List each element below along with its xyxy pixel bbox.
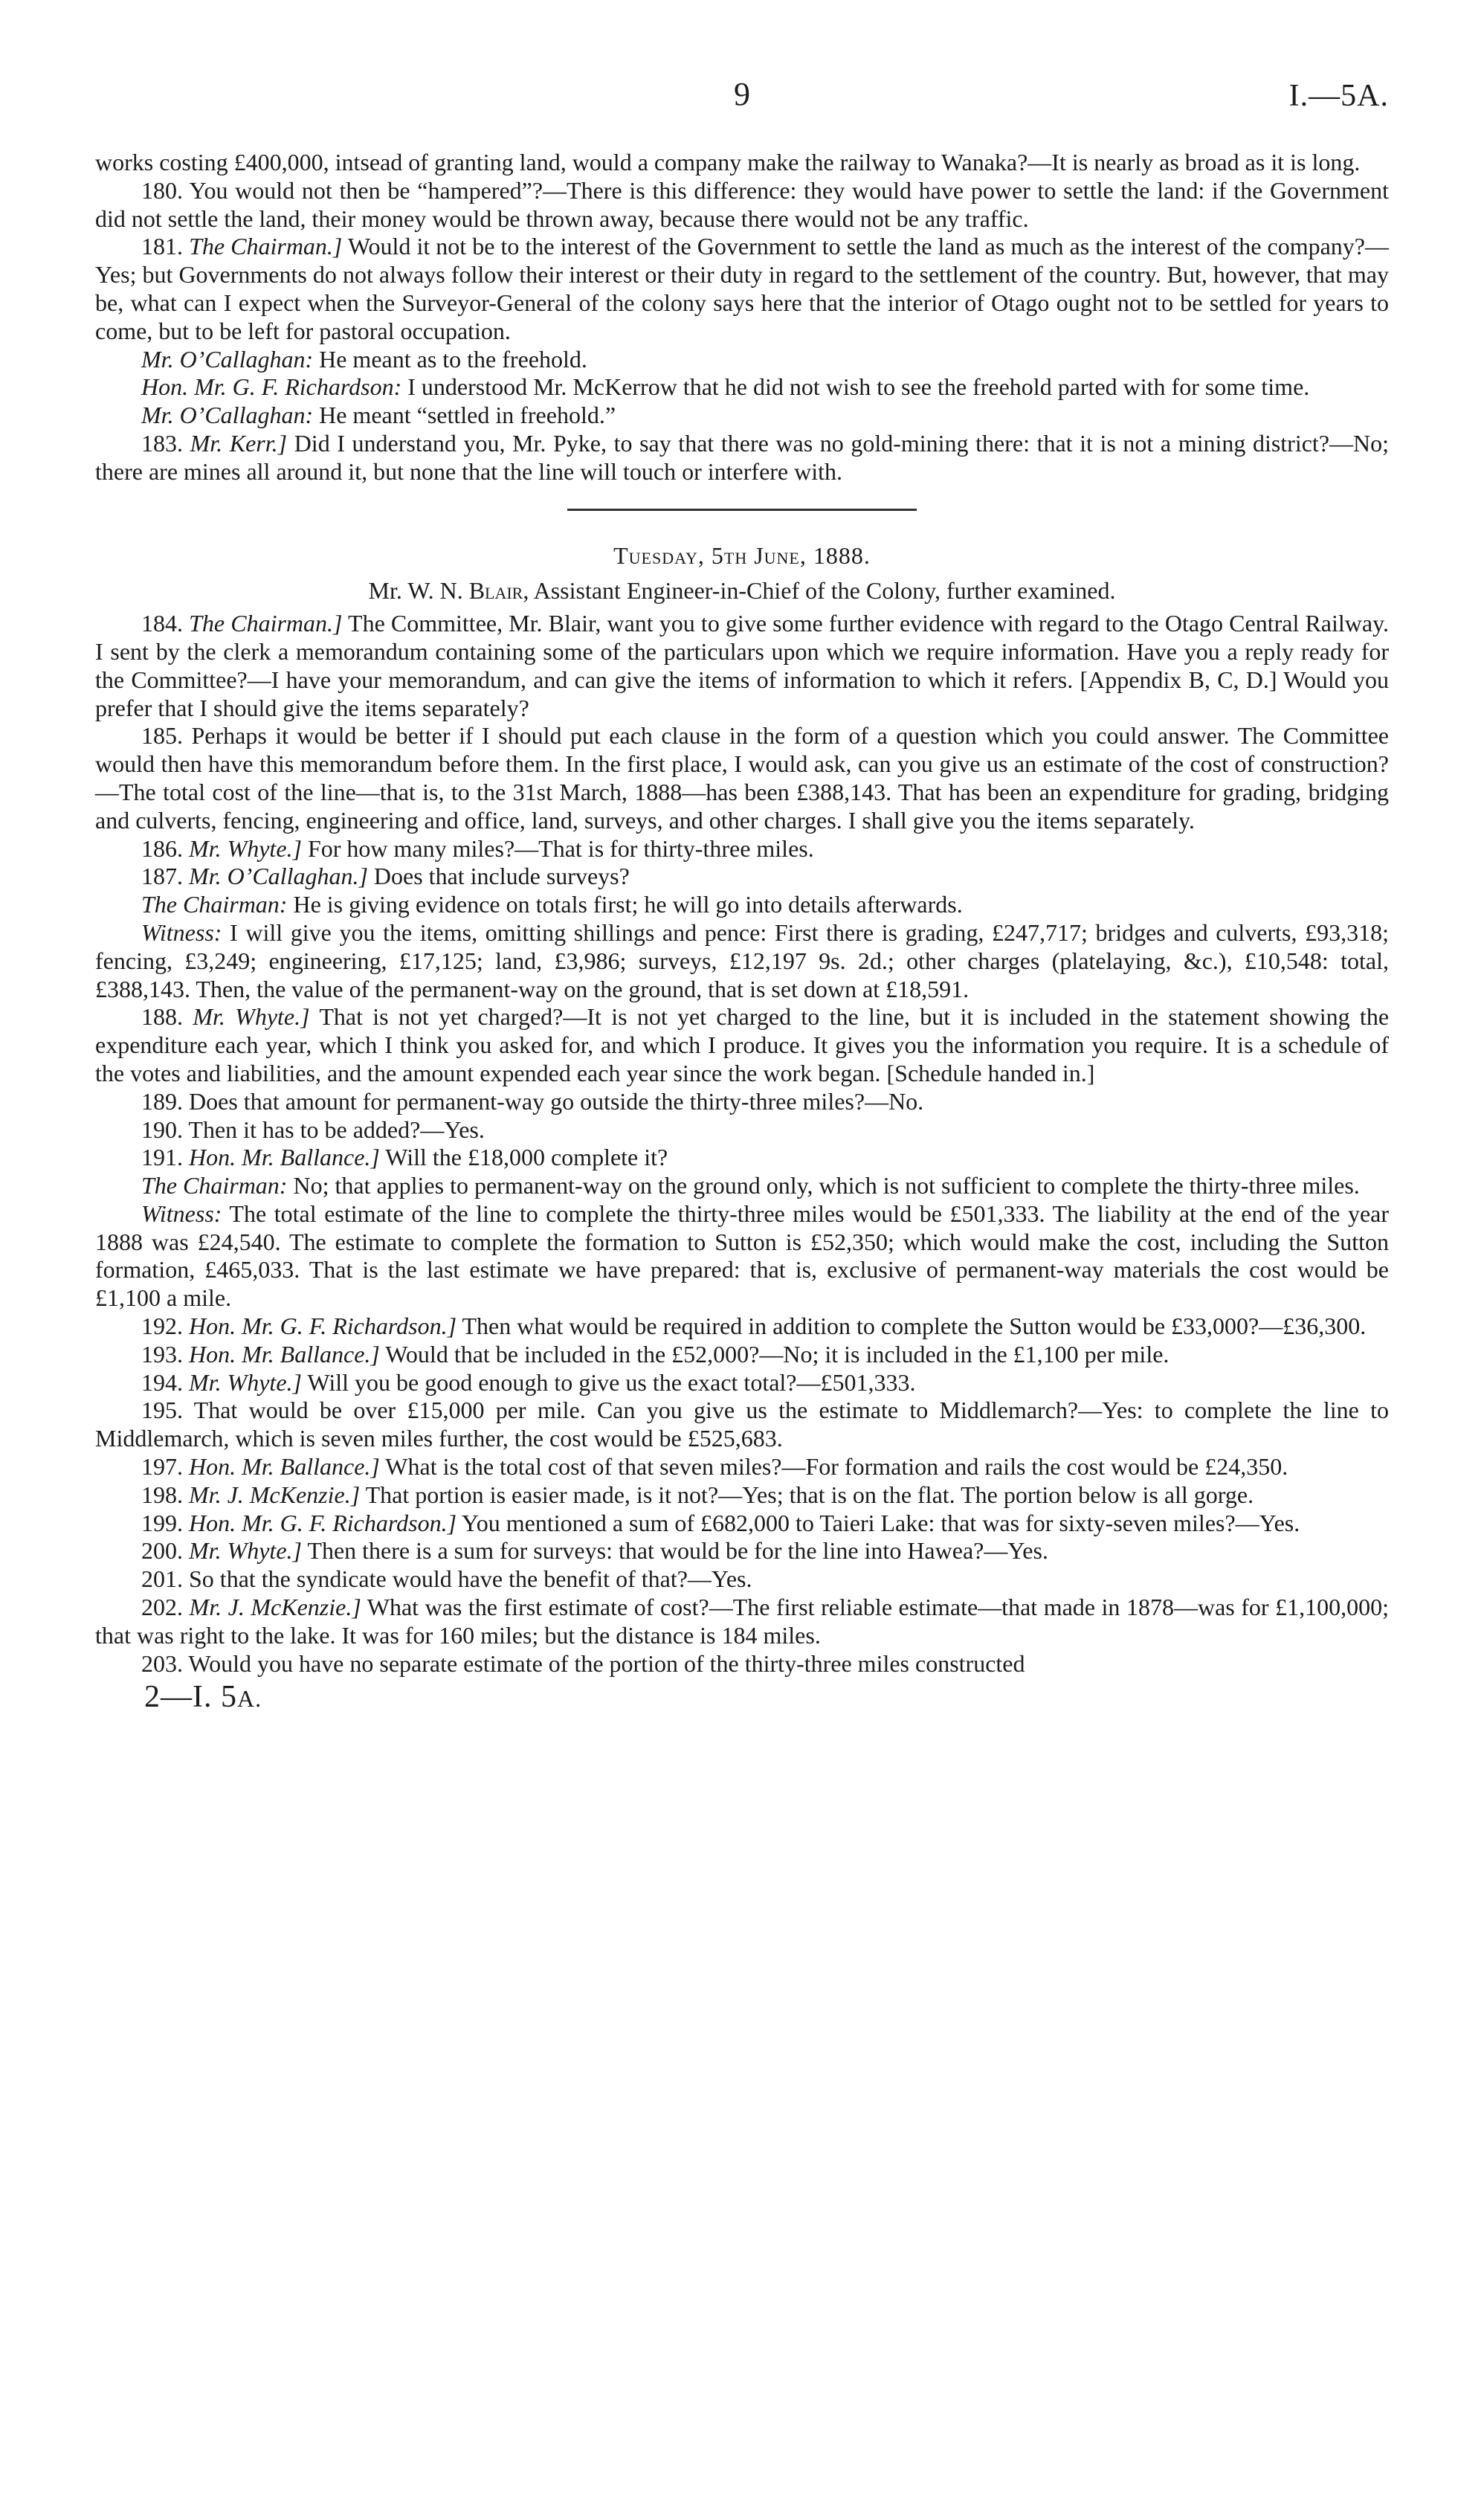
paragraph-text: I will give you the items, omitting shillings and pence: First there is grading, £247,717; bridges and culverts, £93,318; fencing, £3,249; engineering, £17,125; land, £3,986; surveys, £12,197 9s. 2d.; other charges (platelaying, &c.), £10,548: total, £388,143. Then, the value of the permanent-way on the ground, that is set down at £18,591. — [95, 918, 1389, 1002]
question-number: 200. — [141, 1537, 189, 1565]
paragraph-text: works costing £400,000, intsead of granting land, would a company make the railway to Wanaka?—It is nearly as broad as it is long. — [95, 149, 1361, 175]
signature-suffix: A. — [237, 1685, 262, 1713]
paragraph — [95, 149, 1389, 177]
paragraph-text: That is not yet charged?—It is not yet charged to the line, but it is included in the statement showing the expenditure each year, which I think you asked for, and which I produce. It gives you the information you require. It is a schedule of the votes and liabilities, and the amount expended each year since the work began. [Schedule handed in.] — [95, 1003, 1390, 1086]
paragraph-text: No; that applies to permanent-way on the ground only, which is not sufficient to complete the thirty-three miles. — [287, 1172, 1360, 1199]
question-number: 187. — [141, 863, 189, 890]
speaker: The Chairman: — [141, 891, 288, 918]
witness-name: Blair — [468, 577, 523, 605]
question-number: 181. — [141, 233, 190, 260]
signature-text: 2—I. 5 — [144, 1680, 237, 1715]
paragraph — [95, 233, 1389, 345]
paragraph-text: 203. Would you have no separate estimate of the portion of the thirty-three miles constructed — [141, 1649, 1025, 1677]
speaker: Mr. J. McKenzie.] — [189, 1594, 361, 1621]
paragraph-text: For how many miles?—That is for thirty-three miles. — [301, 834, 814, 862]
speaker: Hon. Mr. Ballance.] — [189, 1340, 380, 1368]
speaker: Mr. J. McKenzie.] — [189, 1481, 361, 1508]
paragraph — [95, 402, 1389, 430]
paragraph — [95, 346, 1389, 374]
question-number: 192. — [141, 1313, 189, 1340]
speaker: Mr. Whyte.] — [189, 1368, 302, 1396]
paragraph — [95, 1088, 1389, 1116]
question-number: 197. — [141, 1453, 189, 1481]
page-reference: I.—5A. — [1288, 79, 1389, 113]
paragraph — [95, 1144, 1389, 1172]
paragraph — [95, 1172, 1389, 1200]
paragraph — [95, 610, 1389, 722]
speaker: Mr. O’Callaghan: — [141, 402, 314, 429]
paragraph-text: He meant as to the freehold. — [313, 345, 587, 373]
paragraph — [95, 835, 1389, 863]
speaker: Mr. Whyte.] — [189, 834, 302, 862]
paragraph — [95, 1565, 1389, 1594]
question-number: 199. — [141, 1509, 189, 1536]
paragraph — [95, 722, 1389, 834]
speaker: Hon. Mr. G. F. Richardson.] — [189, 1509, 457, 1536]
speaker: The Chairman: — [141, 1172, 288, 1199]
speaker: Hon. Mr. Ballance.] — [189, 1144, 380, 1171]
paragraph-text: 201. So that the syndicate would have the benefit of that?—Yes. — [141, 1565, 752, 1593]
paragraph — [95, 863, 1389, 891]
speaker: Mr. O’Callaghan: — [141, 345, 314, 373]
paragraph-text: He meant “settled in freehold.” — [313, 402, 616, 429]
question-number: 188. — [141, 1003, 193, 1031]
paragraph-text: Then what would be required in addition to complete the Sutton would be £33,000?—£36,300. — [457, 1313, 1367, 1340]
speaker: Mr. Whyte.] — [193, 1003, 310, 1031]
paragraph-text: Would that be included in the £52,000?—No; it is included in the £1,100 per mile. — [379, 1340, 1170, 1368]
paragraph-text: The total estimate of the line to complete the thirty-three miles would be £501,333. The liability at the end of the year 1888 was £24,540. The estimate to complete the formation to Sutton is £52,350; which would make the cost, including the Sutton formation, £465,033. That is the last estimate we have prepared: that is, exclusive of permanent-way materials the cost would be £1,100 a mile. — [95, 1199, 1389, 1312]
paragraph — [95, 373, 1389, 402]
paragraph-text: Does that include surveys? — [367, 863, 630, 890]
question-number: 191. — [141, 1144, 189, 1171]
paragraph-text: Did I understand you, Mr. Pyke, to say that there was no gold-mining there: that it is not a mining district?—No; there are mines all around it, but none that the line will touch or interfere with. — [95, 429, 1390, 485]
page-number: 9 — [734, 76, 750, 112]
paragraph — [95, 1369, 1389, 1397]
paragraph-text: I understood Mr. McKerrow that he did not wish to see the freehold parted with for some time. — [401, 373, 1310, 401]
question-number: 202. — [141, 1594, 190, 1621]
paragraph-text: What was the first estimate of cost?—The first reliable estimate—that made in 1878—was for £1,100,000; that was right to the lake. It was for 160 miles; but the distance is 184 miles. — [95, 1594, 1390, 1649]
paragraph — [95, 891, 1389, 919]
paragraph-text: 180. You would not then be “hampered”?—There is this difference: they would have power to settle the land: if the Government did not settle the land, their money would be thrown away, because there would not be any traffic. — [95, 176, 1389, 232]
speaker: The Chairman.] — [189, 233, 343, 260]
paragraph-text: 195. That would be over £15,000 per mile. Can you give us the estimate to Middlemarch?—Yes: to complete the line to Middlemarch, which is seven miles further, the cost would be £525,683. — [95, 1397, 1389, 1452]
page-header — [95, 0, 1389, 149]
paragraph — [95, 1397, 1389, 1453]
paragraph — [95, 1003, 1389, 1087]
paragraph-text: The Committee, Mr. Blair, want you to give some further evidence with regard to the Otago Central Railway. I sent by the clerk a memorandum containing some of the particulars upon which we require information. Have you a reply ready for the Committee?—I have your memorandum, and can give the items of information to which it refers. [Appendix B, C, D.] Would you prefer that I should give the items separately? — [95, 610, 1390, 721]
question-number: 183. — [141, 429, 190, 457]
paragraph — [95, 1116, 1389, 1144]
paragraph-text: 190. Then it has to be added?—Yes. — [141, 1115, 485, 1143]
question-number: 186. — [141, 834, 189, 862]
speaker: Hon. Mr. Ballance.] — [189, 1453, 380, 1481]
paragraph — [95, 1453, 1389, 1481]
question-number: 194. — [141, 1368, 189, 1396]
paragraph-text: 185. Perhaps it would be better if I should put each clause in the form of a question which you could answer. The Committee would then have this memorandum before them. In the first place, I would ask, can you give us an estimate of the cost of construction?—The total cost of the line—that is, to the 31st March, 1888—has been £388,143. That has been an expenditure for grading, bridging and culverts, fencing, engineering and office, land, surveys, and other charges. I shall give you the items separately. — [95, 722, 1389, 834]
evidence-after — [95, 610, 1389, 1678]
session-date: Tuesday, 5th June, 1888. — [613, 541, 871, 569]
paragraph — [95, 1313, 1389, 1341]
paragraph-text: Will the £18,000 complete it? — [379, 1144, 668, 1171]
witness-title: Mr. W. N. — [368, 577, 469, 605]
paragraph-text: Then there is a sum for surveys: that would be for the line into Hawea?—Yes. — [301, 1537, 1048, 1565]
paragraph-text: Would it not be to the interest of the Government to settle the land as much as the interest of the company?—Yes; but Governments do not always follow their interest or their duty in regard to the settlement of the country. But, however, that may be, what can I expect when the Surveyor-General of the colony says here that the interior of Otago ought not to be settled for years to come, but to be left for pastoral occupation. — [95, 233, 1389, 344]
document-page — [95, 0, 1389, 1716]
question-number: 193. — [141, 1340, 189, 1368]
question-number: 184. — [141, 610, 190, 637]
sheet-signature — [144, 1679, 1389, 1716]
evidence-before — [95, 149, 1389, 486]
paragraph-text: 189. Does that amount for permanent-way go outside the thirty-three miles?—No. — [141, 1087, 924, 1115]
paragraph-text: What is the total cost of that seven miles?—For formation and rails the cost would be £24,350. — [379, 1453, 1288, 1481]
speaker: Mr. Kerr.] — [190, 429, 288, 457]
speaker: Hon. Mr. G. F. Richardson: — [141, 373, 402, 401]
paragraph — [95, 1341, 1389, 1369]
question-number: 198. — [141, 1481, 189, 1508]
witness-role: , Assistant Engineer-in-Chief of the Colony, further examined. — [523, 577, 1116, 605]
paragraph — [95, 1200, 1389, 1313]
witness-introduction — [95, 577, 1389, 605]
speaker: Hon. Mr. G. F. Richardson.] — [189, 1313, 457, 1340]
paragraph — [95, 430, 1389, 486]
paragraph — [95, 1650, 1389, 1678]
paragraph-text: That portion is easier made, is it not?—Yes; that is on the flat. The portion below is all gorge. — [360, 1481, 1254, 1508]
paragraph — [95, 1481, 1389, 1510]
paragraph — [95, 1510, 1389, 1538]
paragraph — [95, 919, 1389, 1003]
paragraph — [95, 1594, 1389, 1650]
speaker: The Chairman.] — [189, 610, 343, 637]
speaker: Mr. Whyte.] — [189, 1537, 302, 1565]
speaker: Witness: — [141, 1199, 222, 1227]
paragraph — [95, 177, 1389, 234]
speaker: Mr. O’Callaghan.] — [189, 863, 368, 890]
speaker: Witness: — [141, 918, 222, 946]
paragraph — [95, 1537, 1389, 1565]
paragraph-text: Will you be good enough to give us the exact total?—£501,333. — [301, 1368, 916, 1396]
section-divider — [567, 509, 917, 511]
paragraph-text: You mentioned a sum of £682,000 to Taieri Lake: that was for sixty-seven miles?—Yes. — [457, 1509, 1300, 1536]
paragraph-text: He is giving evidence on totals first; he will go into details afterwards. — [287, 891, 963, 918]
